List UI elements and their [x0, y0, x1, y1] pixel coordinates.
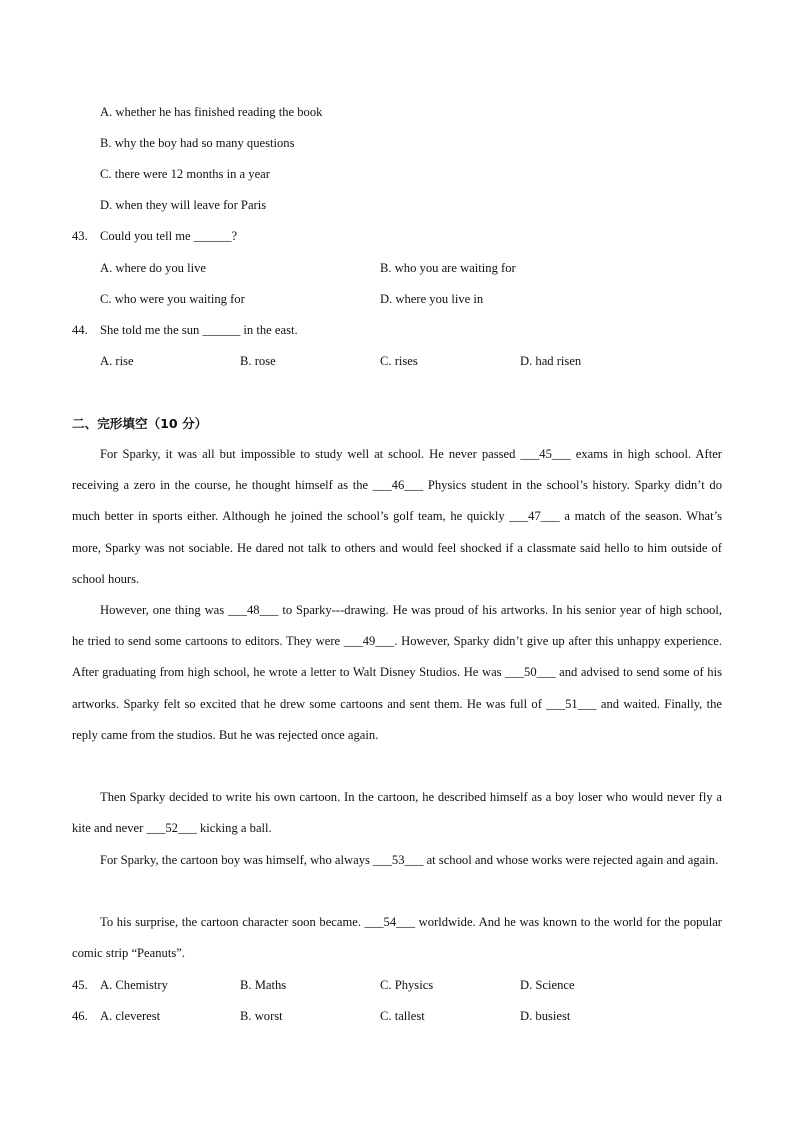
- q44-option-b: B. rose: [240, 354, 276, 368]
- q45-option-c: C. Physics: [380, 978, 434, 992]
- q45-number: 45.: [72, 978, 88, 992]
- q43-option-b: B. who you are waiting for: [380, 261, 516, 275]
- q46-option-b: B. worst: [240, 1009, 283, 1023]
- q46-option-d: D. busiest: [520, 1009, 571, 1023]
- q44-stem: She told me the sun ______ in the east.: [100, 323, 298, 337]
- q43-number: 43.: [72, 229, 88, 243]
- q42-option-d: D. when they will leave for Paris: [100, 198, 267, 212]
- q46-option-a: A. cleverest: [100, 1009, 161, 1023]
- q44-option-a: A. rise: [100, 354, 134, 368]
- q43-stem: Could you tell me ______?: [100, 229, 238, 243]
- q43-option-d: D. where you live in: [380, 292, 484, 306]
- passage-paragraph-1: For Sparky, it was all but impossible to study well at school. He never passed ___45___ exams in high school. After receiving a zero in the course, he thought himself as the ___46___ Physics student in the school’s history. Sparky didn’t do much better in sports either. Although he joined the school’s golf team, he quickly ___47___ a match of the season. What’s more, Sparky was not sociable. He dared not talk to others and would feel shocked if a classmate said hello to him outside of school hours.: [72, 447, 722, 586]
- q46-option-c: C. tallest: [380, 1009, 425, 1023]
- passage-paragraph-4: For Sparky, the cartoon boy was himself, who always ___53___ at school and whose works were rejected again and again.: [100, 853, 719, 867]
- q45-option-d: D. Science: [520, 978, 575, 992]
- q42-option-a: A. whether he has finished reading the book: [100, 105, 323, 119]
- q42-option-b: B. why the boy had so many questions: [100, 136, 295, 150]
- q43-option-a: A. where do you live: [100, 261, 206, 275]
- passage-paragraph-3: Then Sparky decided to write his own cartoon. In the cartoon, he described himself as a boy loser who would never fly a kite and never ___52___ kicking a ball.: [72, 790, 722, 836]
- passage-paragraph-5: To his surprise, the cartoon character soon became. ___54___ worldwide. And he was known to the world for the popular comic strip “Peanuts”.: [72, 915, 722, 961]
- q44-option-c: C. rises: [380, 354, 418, 368]
- q44-option-d: D. had risen: [520, 354, 582, 368]
- q44-number: 44.: [72, 323, 88, 337]
- q45-option-a: A. Chemistry: [100, 978, 168, 992]
- q43-option-c: C. who were you waiting for: [100, 292, 245, 306]
- passage-paragraph-2: However, one thing was ___48___ to Sparky---drawing. He was proud of his artworks. In his senior year of high school, he tried to send some cartoons to editors. They were ___49___. However, Sparky didn’t give up after this unhappy experience. After graduating from high school, he wrote a letter to Walt Disney Studios. He was ___50___ and advised to send some of his artworks. Sparky felt so excited that he drew some cartoons and sent them. He was full of ___51___ and waited. Finally, the reply came from the studios. But he was rejected once again.: [72, 603, 722, 742]
- q46-number: 46.: [72, 1009, 88, 1023]
- q45-option-b: B. Maths: [240, 978, 287, 992]
- section-heading: 二、完形填空（10 分）: [72, 416, 208, 431]
- q42-option-c: C. there were 12 months in a year: [100, 167, 270, 181]
